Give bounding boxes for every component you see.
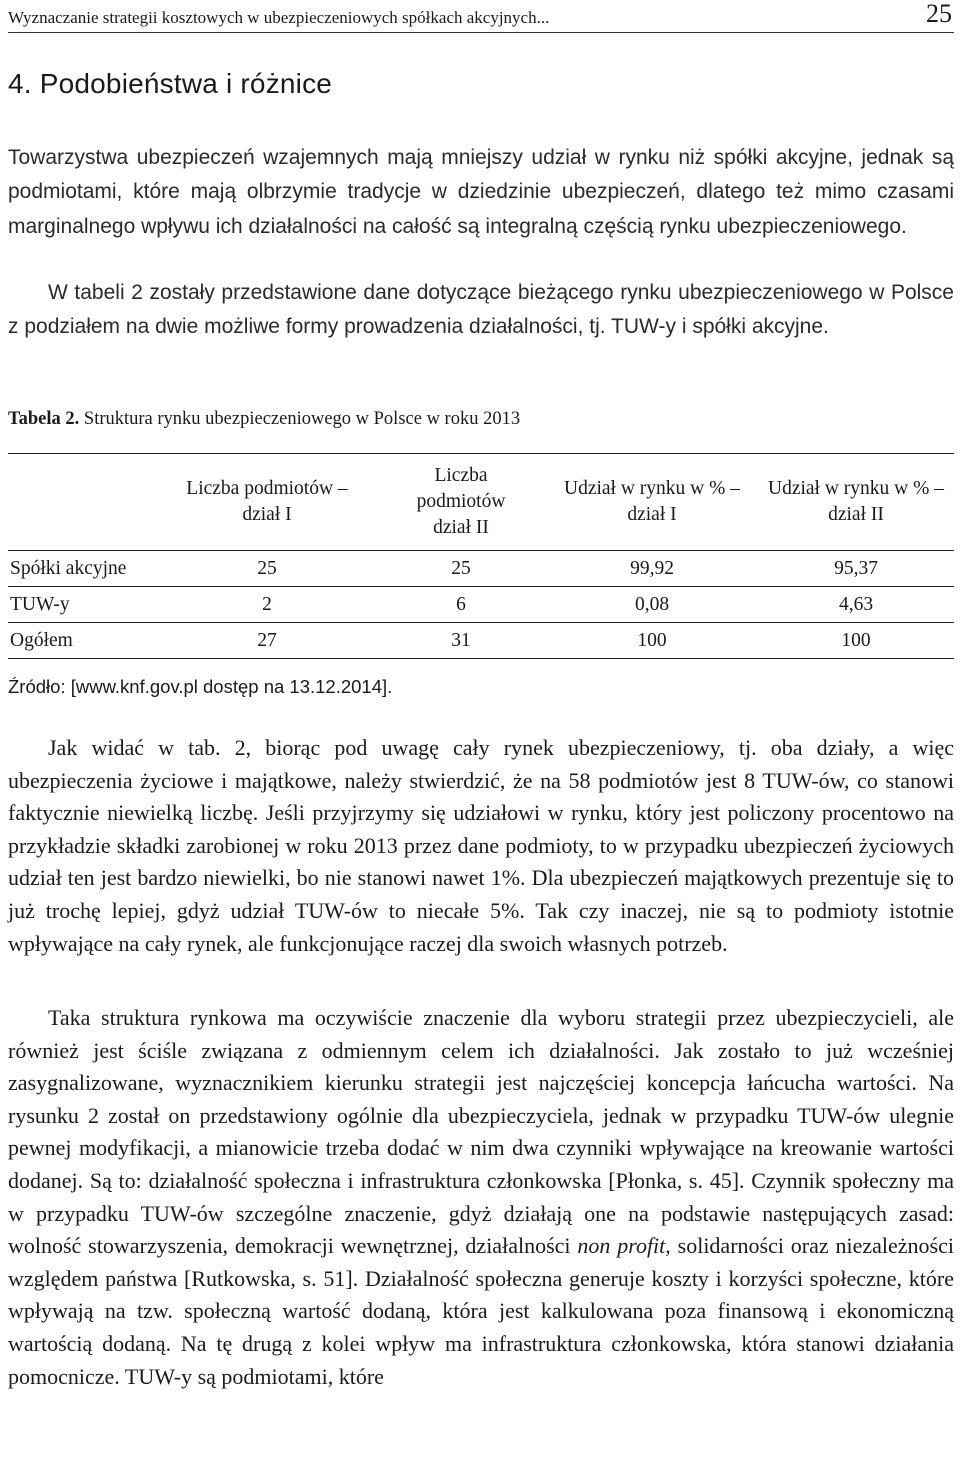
table-cell: 100	[546, 623, 758, 659]
body-text: , solidarności oraz niezależności względem państwa [Rutkowska, s. 51]. Działalność społeczna generuje koszty i korzyści społeczne, które wpływają na tzw. społeczną wartość dodaną, która jest kalkulowana poza finansową i ekonomiczną wartością dodaną. Na tę drugą z kolei wpływ ma infrastruktura członkowska, która stanowi działania pomocnicze. TUW-y są podmiotami, które	[8, 1233, 954, 1389]
table-header-text: Liczba podmiotów – dział I	[186, 478, 348, 525]
table-source: Źródło: [www.knf.gov.pl dostęp na 13.12.2014].	[8, 676, 393, 697]
table-header-text: Udział w rynku w % – dział I	[563, 478, 740, 525]
intro-paragraph: Towarzystwa ubezpieczeń wzajemnych mają mniejszy udział w rynku niż spółki akcyjne, jednak są podmiotami, które mają olbrzymie tradycje w dziedzinie ubezpieczeń, dlatego też mimo czasami marginalnego wpływu ich działalności na całość są integralną częścią rynku ubezpieczeniowego.	[8, 146, 954, 238]
table-row	[8, 551, 954, 587]
table-cell: 31	[376, 623, 546, 659]
table-cell: 25	[158, 551, 376, 587]
table-header-cell	[546, 454, 758, 551]
body-paragraph: Jak widać w tab. 2, biorąc pod uwagę cały rynek ubezpieczeniowy, tj. oba działy, a więc ubezpieczenia życiowe i majątkowe, należy stwierdzić, że na 58 podmiotów jest 8 TUW-ów, co stanowi faktycznie niewielką liczbę. Jeśli przyjrzymy się udziałowi w rynku, który jest policzony procentowo na przykładzie składki zarobionej w roku 2013 przez dane podmioty, to w przypadku ubezpieczeń życiowych udział ten jest bardzo niewielki, bo nie stanowi nawet 1%. Dla ubezpieczeń majątkowych prezentuje się to już trochę lepiej, gdyż udział TUW-ów to niecałe 5%. Tak czy inaczej, nie są to podmioty istotnie wpływające na cały rynek, ale funkcjonujące raczej dla swoich własnych potrzeb.	[8, 735, 954, 956]
table-header-text: Udział w rynku w % – dział II	[767, 478, 944, 525]
body-paragraph	[8, 1002, 954, 1393]
table-cell: 25	[376, 551, 546, 587]
table-row-label: TUW-y	[8, 587, 158, 623]
running-title: Wyznaczanie strategii kosztowych w ubezpieczeniowych spółkach akcyjnych...	[8, 8, 550, 27]
table-caption-label: Tabela 2.	[8, 409, 80, 429]
table-caption	[8, 406, 520, 432]
table-header-cell	[758, 454, 954, 551]
table-cell: 0,08	[546, 587, 758, 623]
table-caption-text: Struktura rynku ubezpieczeniowego w Polsce w roku 2013	[79, 409, 521, 429]
intro-paragraph: W tabeli 2 zostały przedstawione dane dotyczące bieżącego rynku ubezpieczeniowego w Polsce z podziałem na dwie możliwe formy prowadzenia działalności, tj. TUW-y i spółki akcyjne.	[8, 281, 954, 339]
table-header-row	[8, 454, 954, 551]
table-row	[8, 623, 954, 659]
table-header-cell	[8, 454, 158, 551]
table-row-label: Spółki akcyjne	[8, 551, 158, 587]
table-cell: 2	[158, 587, 376, 623]
table-header-cell	[158, 454, 376, 551]
running-header	[8, 0, 954, 33]
table-row	[8, 587, 954, 623]
section-title: 4. Podobieństwa i różnice	[8, 68, 333, 99]
table-cell: 99,92	[546, 551, 758, 587]
table-cell: 95,37	[758, 551, 954, 587]
table-cell: 27	[158, 623, 376, 659]
table-header-cell	[376, 454, 546, 551]
body-text: Taka struktura rynkowa ma oczywiście znaczenie dla wyboru strategii przez ubezpieczycieli, ale również jest ściśle związana z odmiennym celem ich działalności. Jak zostało to już wcześniej zasygnalizowane, wyznacznikiem kierunku strategii jest najczęściej koncepcja łańcucha wartości. Na rysunku 2 został on przedstawiony ogólnie dla ubezpieczyciela, jednak w przypadku TUW-ów ulegnie pewnej modyfikacji, a mianowicie trzeba dodać w nim dwa czynniki wpływające na kreowanie wartości dodanej. Są to: działalność społeczna i infrastruktura członkowska [Płonka, s. 45]. Czynnik społeczny ma w przypadku TUW-ów szczególne znaczenie, gdyż działają one na podstawie następujących zasad: wolność stowarzyszenia, demokracji wewnętrznej, działalności	[8, 1005, 954, 1259]
table-row-label: Ogółem	[8, 623, 158, 659]
market-structure-table	[8, 453, 954, 659]
page-number: 25	[926, 0, 952, 28]
table-cell: 100	[758, 623, 954, 659]
table-header-text: Liczba podmiotów dział II	[416, 465, 506, 538]
table-cell: 6	[376, 587, 546, 623]
body-italic-text: non profit	[577, 1233, 666, 1259]
table-cell: 4,63	[758, 587, 954, 623]
